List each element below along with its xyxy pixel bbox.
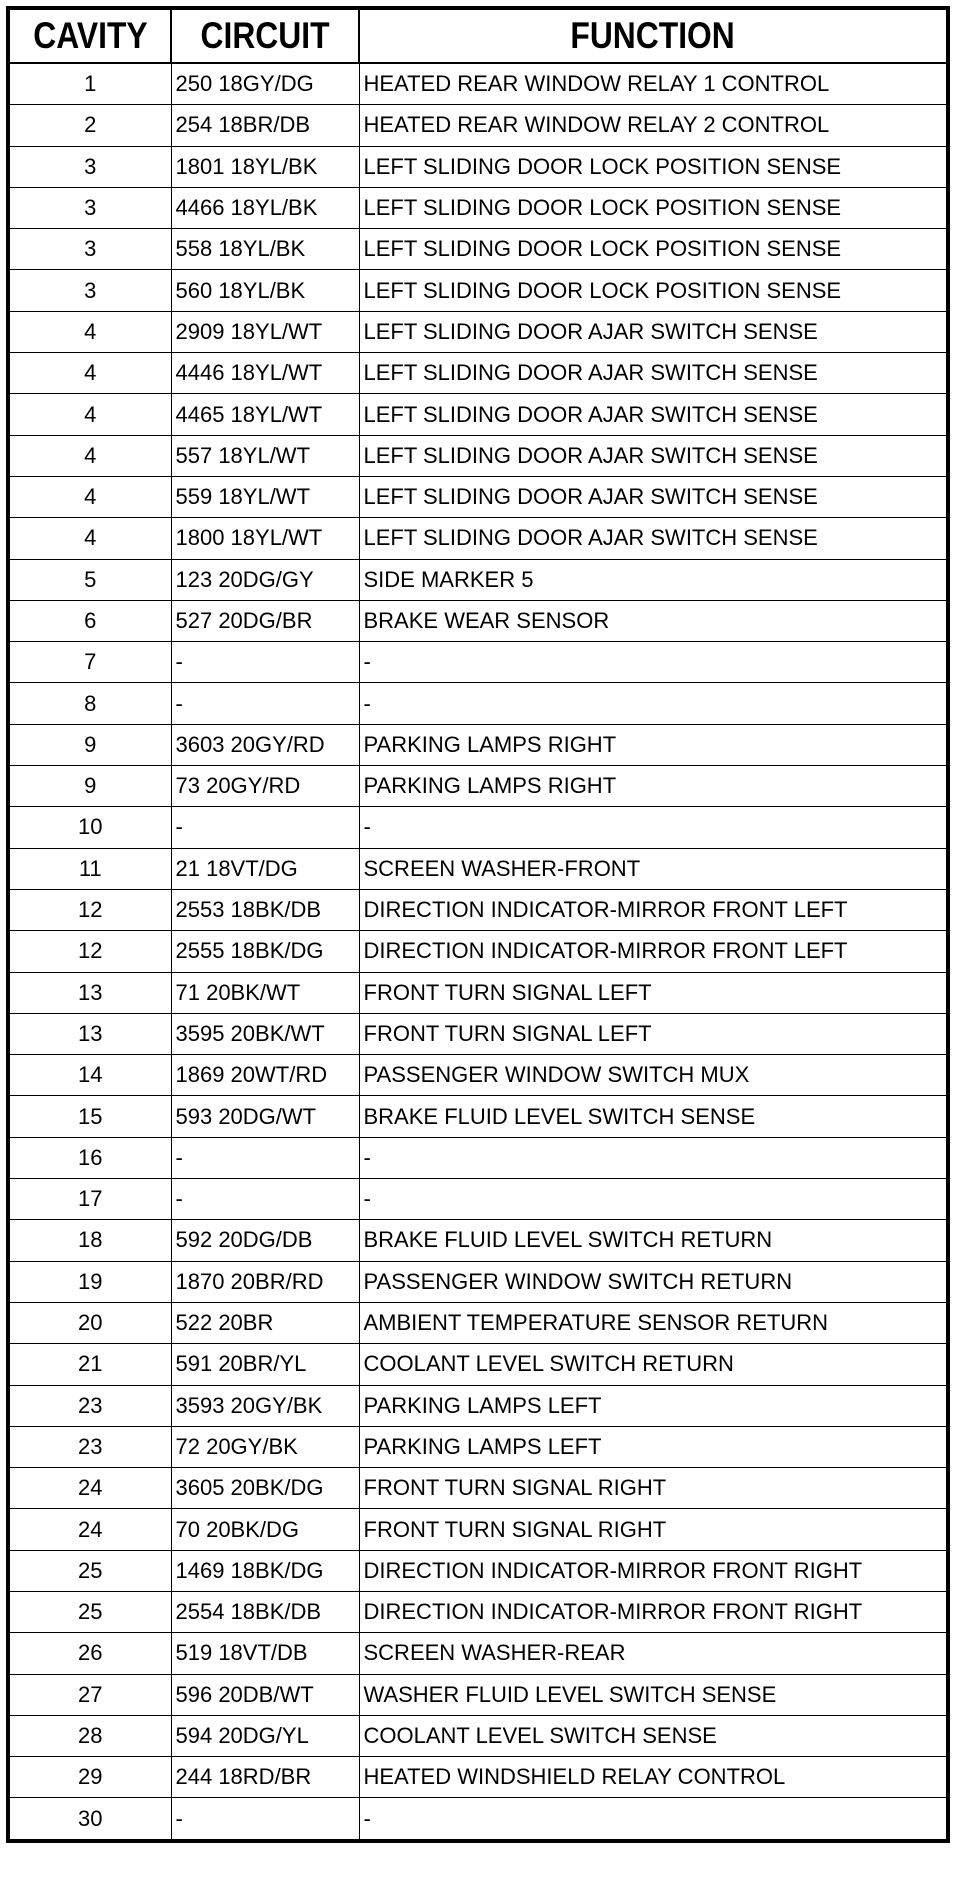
table-row [8,1179,948,1220]
cavity-cell: 13 [8,972,171,1013]
circuit-cell: - [171,683,359,724]
table-row [8,1550,948,1591]
function-cell: - [359,1137,948,1178]
circuit-cell: - [171,1798,359,1841]
cavity-cell: 30 [8,1798,171,1841]
cavity-cell: 16 [8,1137,171,1178]
function-cell: DIRECTION INDICATOR-MIRROR FRONT RIGHT [359,1550,948,1591]
table-row [8,1220,948,1261]
circuit-cell: - [171,642,359,683]
cavity-cell: 25 [8,1550,171,1591]
function-cell: SCREEN WASHER-REAR [359,1633,948,1674]
table-row [8,889,948,930]
cavity-cell: 14 [8,1055,171,1096]
table-row [8,1468,948,1509]
table-row [8,1509,948,1550]
table-row [8,600,948,641]
circuit-cell: 70 20BK/DG [171,1509,359,1550]
circuit-cell: 3603 20GY/RD [171,724,359,765]
cavity-cell: 9 [8,724,171,765]
circuit-cell: 123 20DG/GY [171,559,359,600]
cavity-cell: 23 [8,1385,171,1426]
cavity-cell: 21 [8,1344,171,1385]
cavity-cell: 4 [8,311,171,352]
circuit-cell: 522 20BR [171,1302,359,1343]
cavity-cell: 9 [8,766,171,807]
circuit-cell: 2554 18BK/DB [171,1591,359,1632]
function-cell: WASHER FLUID LEVEL SWITCH SENSE [359,1674,948,1715]
function-cell: LEFT SLIDING DOOR LOCK POSITION SENSE [359,229,948,270]
header-row [8,8,948,63]
circuit-cell: 594 20DG/YL [171,1715,359,1756]
header-function-label: FUNCTION [570,15,736,56]
table-row [8,642,948,683]
circuit-cell: 73 20GY/RD [171,766,359,807]
table-row [8,559,948,600]
function-cell: DIRECTION INDICATOR-MIRROR FRONT RIGHT [359,1591,948,1632]
function-cell: LEFT SLIDING DOOR AJAR SWITCH SENSE [359,394,948,435]
table-row [8,518,948,559]
header-cavity [8,8,171,63]
function-cell: LEFT SLIDING DOOR LOCK POSITION SENSE [359,187,948,228]
function-cell: PARKING LAMPS LEFT [359,1385,948,1426]
circuit-cell: 21 18VT/DG [171,848,359,889]
table-row [8,1013,948,1054]
table-row [8,766,948,807]
function-cell: HEATED REAR WINDOW RELAY 1 CONTROL [359,63,948,105]
circuit-cell: 557 18YL/WT [171,435,359,476]
cavity-cell: 2 [8,105,171,146]
circuit-cell: 3593 20GY/BK [171,1385,359,1426]
circuit-cell: 4446 18YL/WT [171,353,359,394]
cavity-cell: 1 [8,63,171,105]
header-circuit [171,8,359,63]
cavity-cell: 24 [8,1468,171,1509]
function-cell: COOLANT LEVEL SWITCH RETURN [359,1344,948,1385]
table-row [8,229,948,270]
function-cell: COOLANT LEVEL SWITCH SENSE [359,1715,948,1756]
table-row [8,1261,948,1302]
circuit-cell: 71 20BK/WT [171,972,359,1013]
table-row [8,394,948,435]
circuit-cell: - [171,1137,359,1178]
circuit-cell: 72 20GY/BK [171,1426,359,1467]
function-cell: BRAKE FLUID LEVEL SWITCH SENSE [359,1096,948,1137]
cavity-cell: 10 [8,807,171,848]
function-cell: DIRECTION INDICATOR-MIRROR FRONT LEFT [359,889,948,930]
cavity-cell: 24 [8,1509,171,1550]
function-cell: BRAKE WEAR SENSOR [359,600,948,641]
table-row [8,1674,948,1715]
cavity-cell: 26 [8,1633,171,1674]
circuit-cell: 591 20BR/YL [171,1344,359,1385]
function-cell: LEFT SLIDING DOOR AJAR SWITCH SENSE [359,311,948,352]
table-row [8,1055,948,1096]
table-row [8,1633,948,1674]
table-row [8,435,948,476]
table-row [8,1715,948,1756]
cavity-cell: 29 [8,1757,171,1798]
table-row [8,1344,948,1385]
cavity-cell: 11 [8,848,171,889]
table-row [8,105,948,146]
cavity-cell: 28 [8,1715,171,1756]
table-row [8,1591,948,1632]
cavity-cell: 23 [8,1426,171,1467]
table-row [8,972,948,1013]
table-row [8,1096,948,1137]
table-row [8,476,948,517]
cavity-cell: 3 [8,270,171,311]
circuit-cell: - [171,807,359,848]
circuit-cell: 593 20DG/WT [171,1096,359,1137]
function-cell: - [359,683,948,724]
circuit-cell: 1869 20WT/RD [171,1055,359,1096]
table-row [8,683,948,724]
circuit-cell: 1870 20BR/RD [171,1261,359,1302]
table-row [8,931,948,972]
function-cell: - [359,807,948,848]
table-row [8,1137,948,1178]
table-row [8,270,948,311]
circuit-cell: 4465 18YL/WT [171,394,359,435]
function-cell: AMBIENT TEMPERATURE SENSOR RETURN [359,1302,948,1343]
function-cell: PASSENGER WINDOW SWITCH RETURN [359,1261,948,1302]
cavity-cell: 5 [8,559,171,600]
circuit-cell: 2909 18YL/WT [171,311,359,352]
cavity-cell: 6 [8,600,171,641]
function-cell: SIDE MARKER 5 [359,559,948,600]
function-cell: FRONT TURN SIGNAL RIGHT [359,1468,948,1509]
function-cell: BRAKE FLUID LEVEL SWITCH RETURN [359,1220,948,1261]
cavity-cell: 4 [8,518,171,559]
circuit-cell: 3595 20BK/WT [171,1013,359,1054]
table-row [8,724,948,765]
table-row [8,1798,948,1841]
function-cell: - [359,1179,948,1220]
function-cell: HEATED REAR WINDOW RELAY 2 CONTROL [359,105,948,146]
connector-pinout-table [6,6,950,1843]
cavity-cell: 4 [8,353,171,394]
function-cell: FRONT TURN SIGNAL LEFT [359,972,948,1013]
function-cell: - [359,642,948,683]
circuit-cell: 244 18RD/BR [171,1757,359,1798]
cavity-cell: 18 [8,1220,171,1261]
cavity-cell: 3 [8,187,171,228]
table-row [8,353,948,394]
function-cell: HEATED WINDSHIELD RELAY CONTROL [359,1757,948,1798]
table-row [8,807,948,848]
circuit-cell: 1801 18YL/BK [171,146,359,187]
function-cell: PARKING LAMPS LEFT [359,1426,948,1467]
function-cell: FRONT TURN SIGNAL RIGHT [359,1509,948,1550]
table-row [8,187,948,228]
cavity-cell: 17 [8,1179,171,1220]
circuit-cell: 1469 18BK/DG [171,1550,359,1591]
header-function [359,8,948,63]
table-row [8,146,948,187]
cavity-cell: 4 [8,394,171,435]
circuit-cell: 1800 18YL/WT [171,518,359,559]
header-circuit-label: CIRCUIT [200,15,330,56]
cavity-cell: 15 [8,1096,171,1137]
table-row [8,1757,948,1798]
function-cell: FRONT TURN SIGNAL LEFT [359,1013,948,1054]
function-cell: PASSENGER WINDOW SWITCH MUX [359,1055,948,1096]
function-cell: PARKING LAMPS RIGHT [359,766,948,807]
circuit-cell: 4466 18YL/BK [171,187,359,228]
cavity-cell: 3 [8,229,171,270]
function-cell: LEFT SLIDING DOOR LOCK POSITION SENSE [359,270,948,311]
function-cell: LEFT SLIDING DOOR AJAR SWITCH SENSE [359,353,948,394]
circuit-cell: 254 18BR/DB [171,105,359,146]
table-row [8,63,948,105]
function-cell: PARKING LAMPS RIGHT [359,724,948,765]
table-row [8,1385,948,1426]
cavity-cell: 7 [8,642,171,683]
circuit-cell: 596 20DB/WT [171,1674,359,1715]
cavity-cell: 3 [8,146,171,187]
cavity-cell: 12 [8,931,171,972]
circuit-cell: 250 18GY/DG [171,63,359,105]
cavity-cell: 8 [8,683,171,724]
circuit-cell: 519 18VT/DB [171,1633,359,1674]
circuit-cell: 559 18YL/WT [171,476,359,517]
cavity-cell: 4 [8,476,171,517]
cavity-cell: 13 [8,1013,171,1054]
cavity-cell: 4 [8,435,171,476]
function-cell: - [359,1798,948,1841]
table-row [8,311,948,352]
circuit-cell: 2553 18BK/DB [171,889,359,930]
function-cell: DIRECTION INDICATOR-MIRROR FRONT LEFT [359,931,948,972]
circuit-cell: 527 20DG/BR [171,600,359,641]
table-row [8,1426,948,1467]
circuit-cell: - [171,1179,359,1220]
circuit-cell: 2555 18BK/DG [171,931,359,972]
cavity-cell: 20 [8,1302,171,1343]
circuit-cell: 558 18YL/BK [171,229,359,270]
function-cell: LEFT SLIDING DOOR AJAR SWITCH SENSE [359,518,948,559]
cavity-cell: 19 [8,1261,171,1302]
cavity-cell: 12 [8,889,171,930]
table-row [8,848,948,889]
function-cell: LEFT SLIDING DOOR LOCK POSITION SENSE [359,146,948,187]
circuit-cell: 560 18YL/BK [171,270,359,311]
header-cavity-label: CAVITY [32,15,148,56]
circuit-cell: 592 20DG/DB [171,1220,359,1261]
function-cell: LEFT SLIDING DOOR AJAR SWITCH SENSE [359,435,948,476]
circuit-cell: 3605 20BK/DG [171,1468,359,1509]
cavity-cell: 27 [8,1674,171,1715]
table-row [8,1302,948,1343]
function-cell: LEFT SLIDING DOOR AJAR SWITCH SENSE [359,476,948,517]
cavity-cell: 25 [8,1591,171,1632]
function-cell: SCREEN WASHER-FRONT [359,848,948,889]
